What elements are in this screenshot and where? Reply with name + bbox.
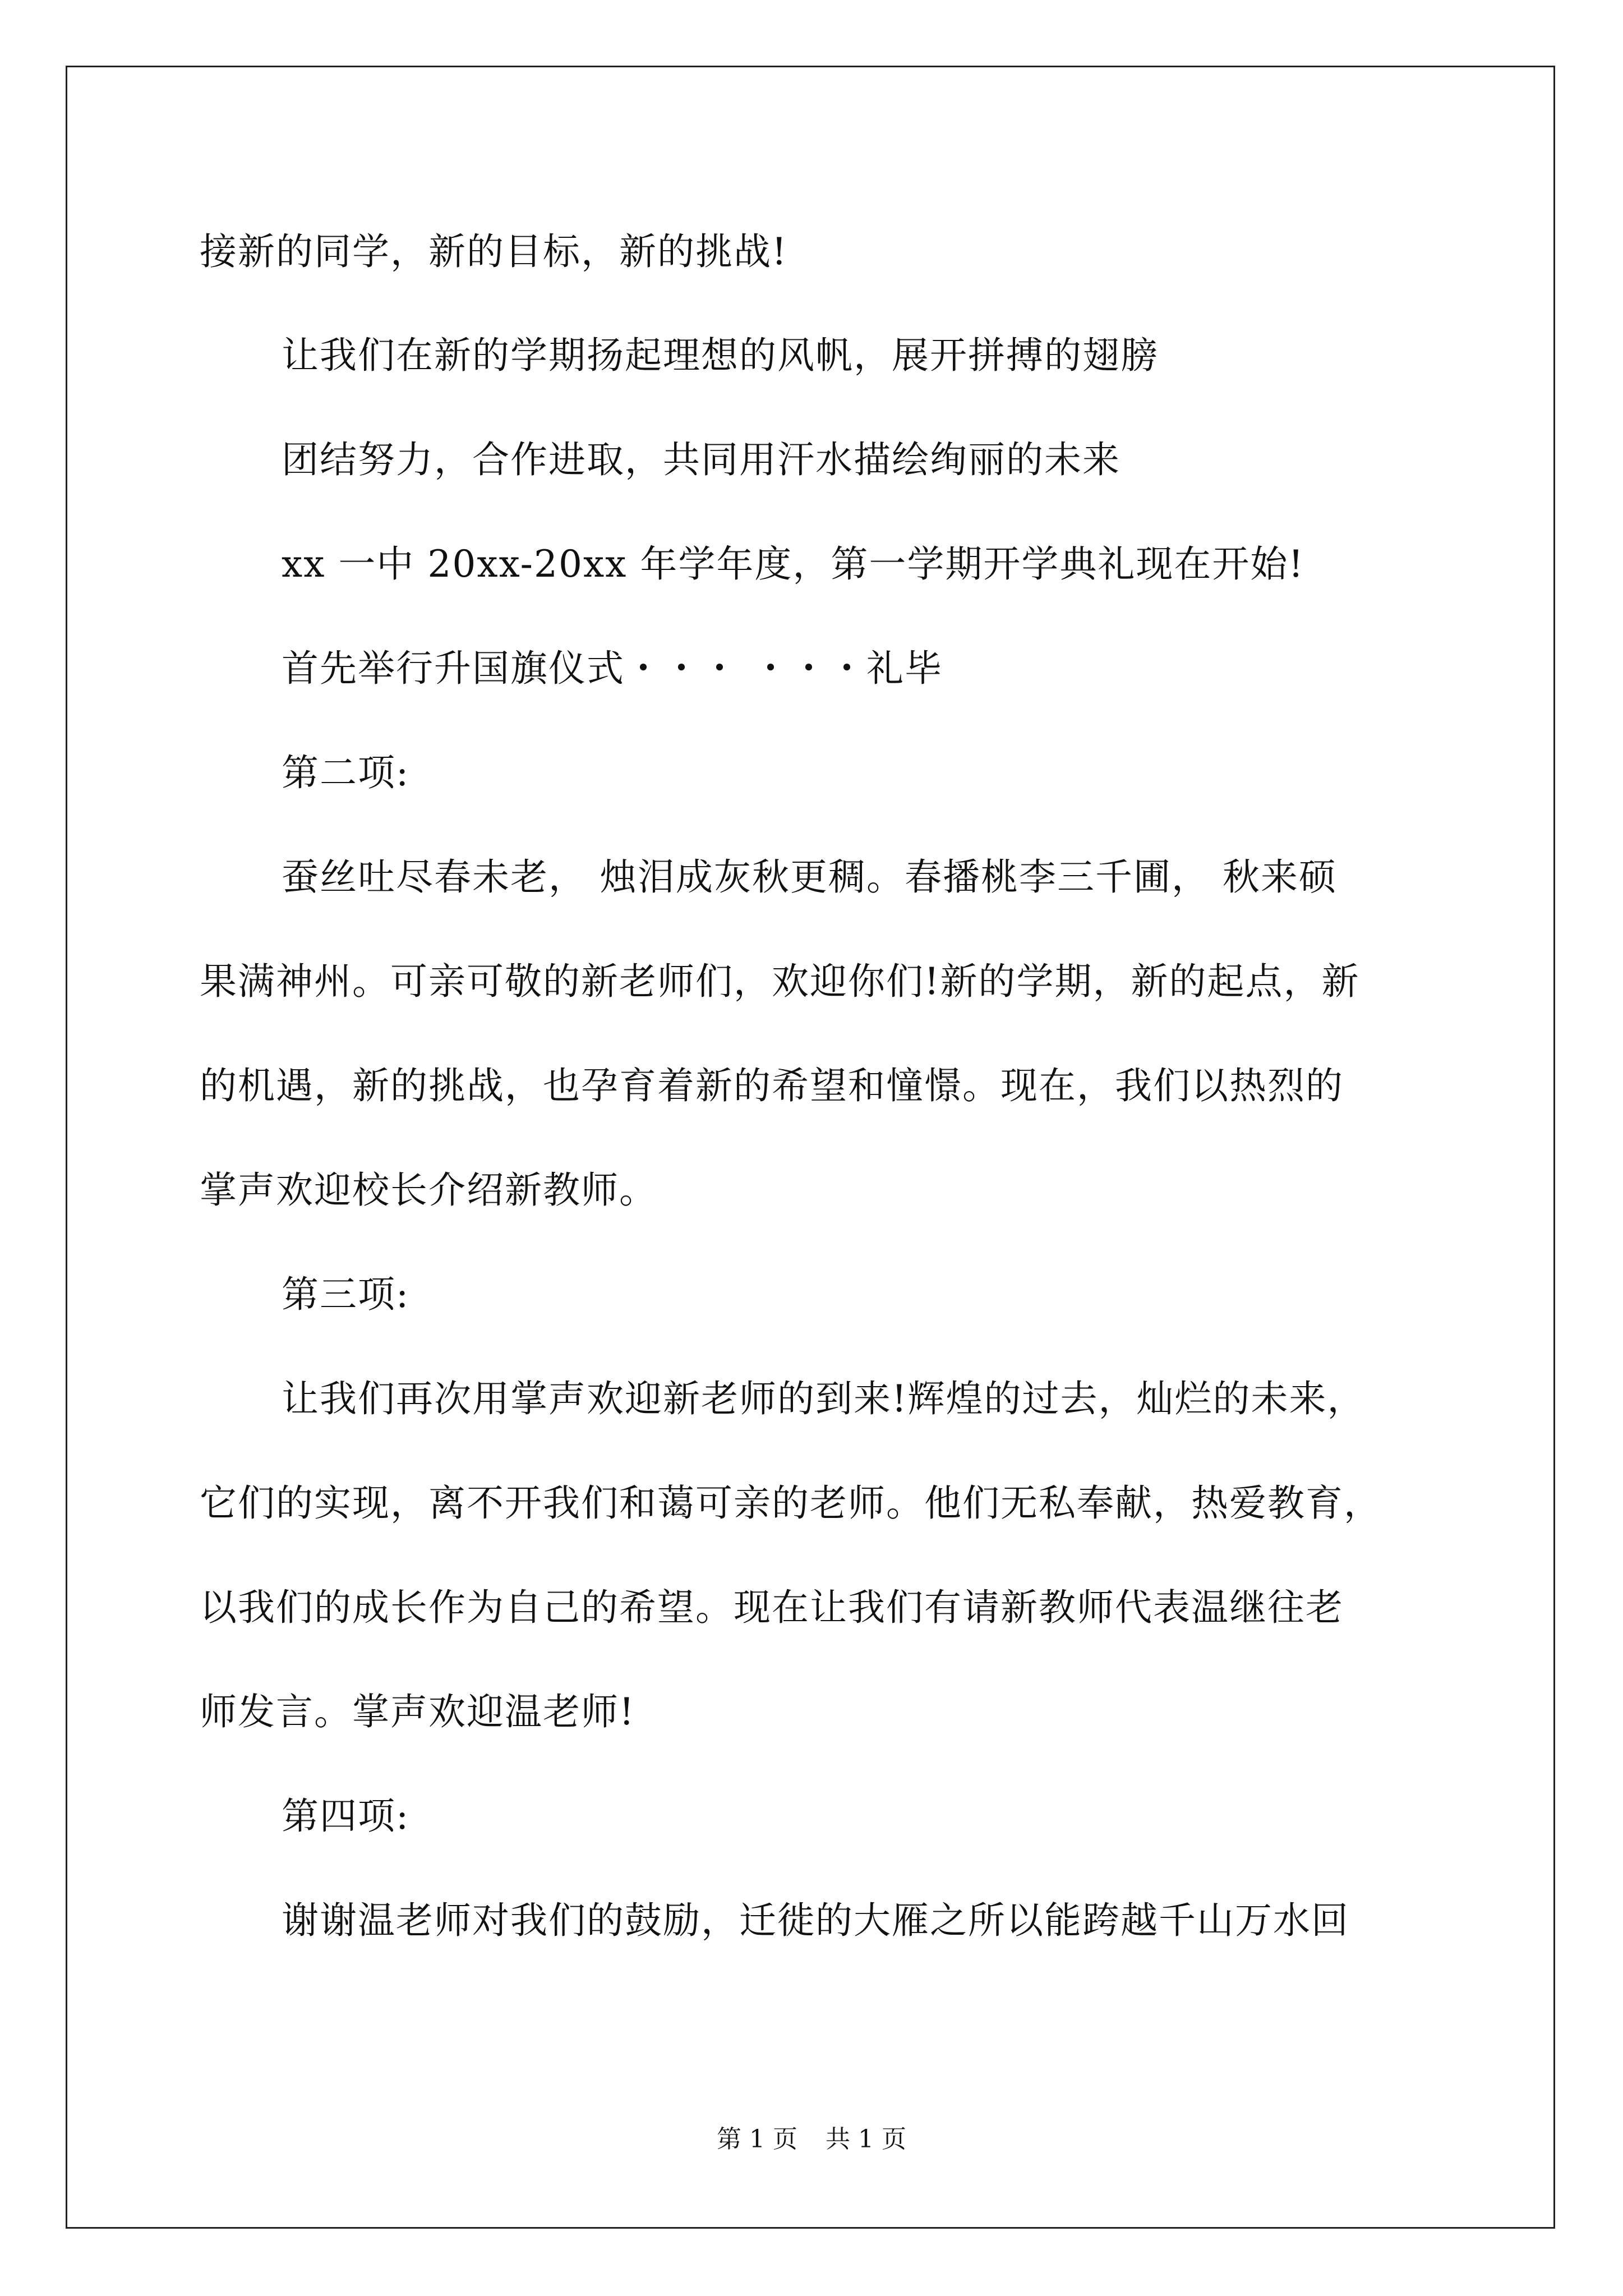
- text-line-15: 师发言。掌声欢迎温老师!: [200, 1690, 635, 1733]
- text-line-12: 让我们再次用掌声欢迎新老师的到来!辉煌的过去，灿烂的未来，: [282, 1377, 1366, 1420]
- text-line-10: 掌声欢迎校长介绍新教师。: [200, 1168, 657, 1212]
- section-heading-3: 第三项:: [282, 1273, 410, 1316]
- text-line-5: 首先举行升国旗仪式・・・ ・・・礼毕: [282, 647, 943, 690]
- page-footer: [0, 2123, 1623, 2156]
- text-line-4: xx 一中 20xx-20xx 年学年度，第一学期开学典礼现在开始!: [282, 542, 1304, 586]
- text-line-7: 蚕丝吐尽春未老， 烛泪成灰秋更稠。春播桃李三千圃， 秋来硕: [282, 855, 1337, 899]
- text-line-13: 它们的实现，离不开我们和蔼可亲的老师。他们无私奉献，热爱教育，: [200, 1481, 1382, 1525]
- section-heading-4: 第四项:: [282, 1795, 410, 1838]
- page-number-current: 第 1 页: [717, 2125, 797, 2154]
- text-line-9: 的机遇，新的挑战，也孕育着新的希望和憧憬。现在，我们以热烈的: [200, 1064, 1344, 1107]
- text-line-17: 谢谢温老师对我们的鼓励，迁徙的大雁之所以能跨越千山万水回: [282, 1899, 1349, 1942]
- section-heading-2: 第二项:: [282, 751, 410, 794]
- text-line-1: 接新的同学，新的目标，新的挑战!: [200, 230, 788, 273]
- page-number-total: 共 1 页: [826, 2125, 906, 2154]
- text-line-3: 团结努力，合作进取，共同用汗水描绘绚丽的未来: [282, 438, 1121, 481]
- text-line-2: 让我们在新的学期扬起理想的风帆，展开拼搏的翅膀: [282, 334, 1159, 377]
- text-line-14: 以我们的成长作为自己的希望。现在让我们有请新教师代表温继往老: [200, 1586, 1344, 1629]
- text-line-8: 果满神州。可亲可敬的新老师们，欢迎你们!新的学期，新的起点，新: [200, 960, 1360, 1003]
